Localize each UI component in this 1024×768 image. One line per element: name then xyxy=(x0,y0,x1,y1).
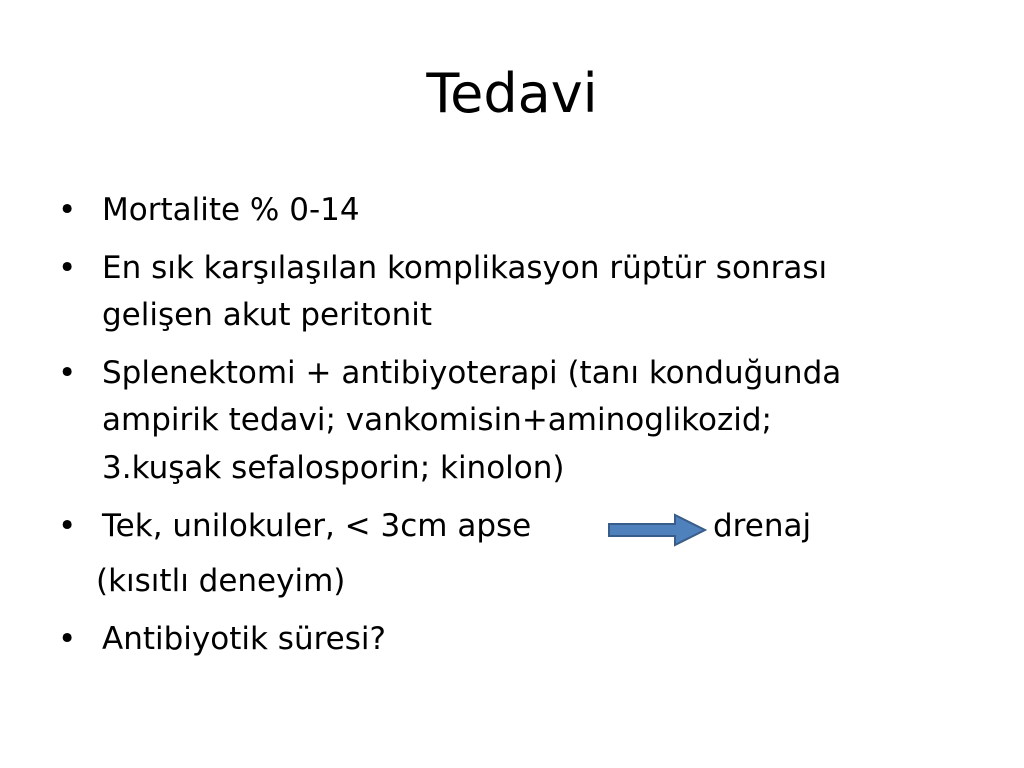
right-arrow-shape xyxy=(609,515,705,545)
right-arrow-icon xyxy=(607,513,707,547)
bullet-complication-line-2: gelişen akut peritonit xyxy=(102,297,432,333)
bullet-marker: • xyxy=(58,355,77,391)
bullet-mortality: Mortalite % 0-14 xyxy=(102,192,360,228)
bullet-treatment-line-3: 3.kuşak sefalosporin; kinolon) xyxy=(102,450,565,486)
bullet-treatment-line-1: Splenektomi + antibiyoterapi (tanı konduğunda xyxy=(102,355,842,391)
bullet-marker: • xyxy=(58,192,77,228)
bullet-abscess-note: (kısıtlı deneyim) xyxy=(96,563,346,599)
slide-title: Tedavi xyxy=(426,62,598,125)
bullet-marker: • xyxy=(58,621,77,657)
bullet-drainage-text: drenaj xyxy=(713,508,812,544)
bullet-treatment-line-2: ampirik tedavi; vankomisin+aminoglikozid; xyxy=(102,402,772,438)
bullet-abscess-text: Tek, unilokuler, < 3cm apse xyxy=(102,508,532,544)
bullet-complication-line-1: En sık karşılaşılan komplikasyon rüptür sonrası xyxy=(102,250,828,286)
bullet-antibiotic-duration: Antibiyotik süresi? xyxy=(102,621,386,657)
bullet-marker: • xyxy=(58,250,77,286)
bullet-marker: • xyxy=(58,508,77,544)
